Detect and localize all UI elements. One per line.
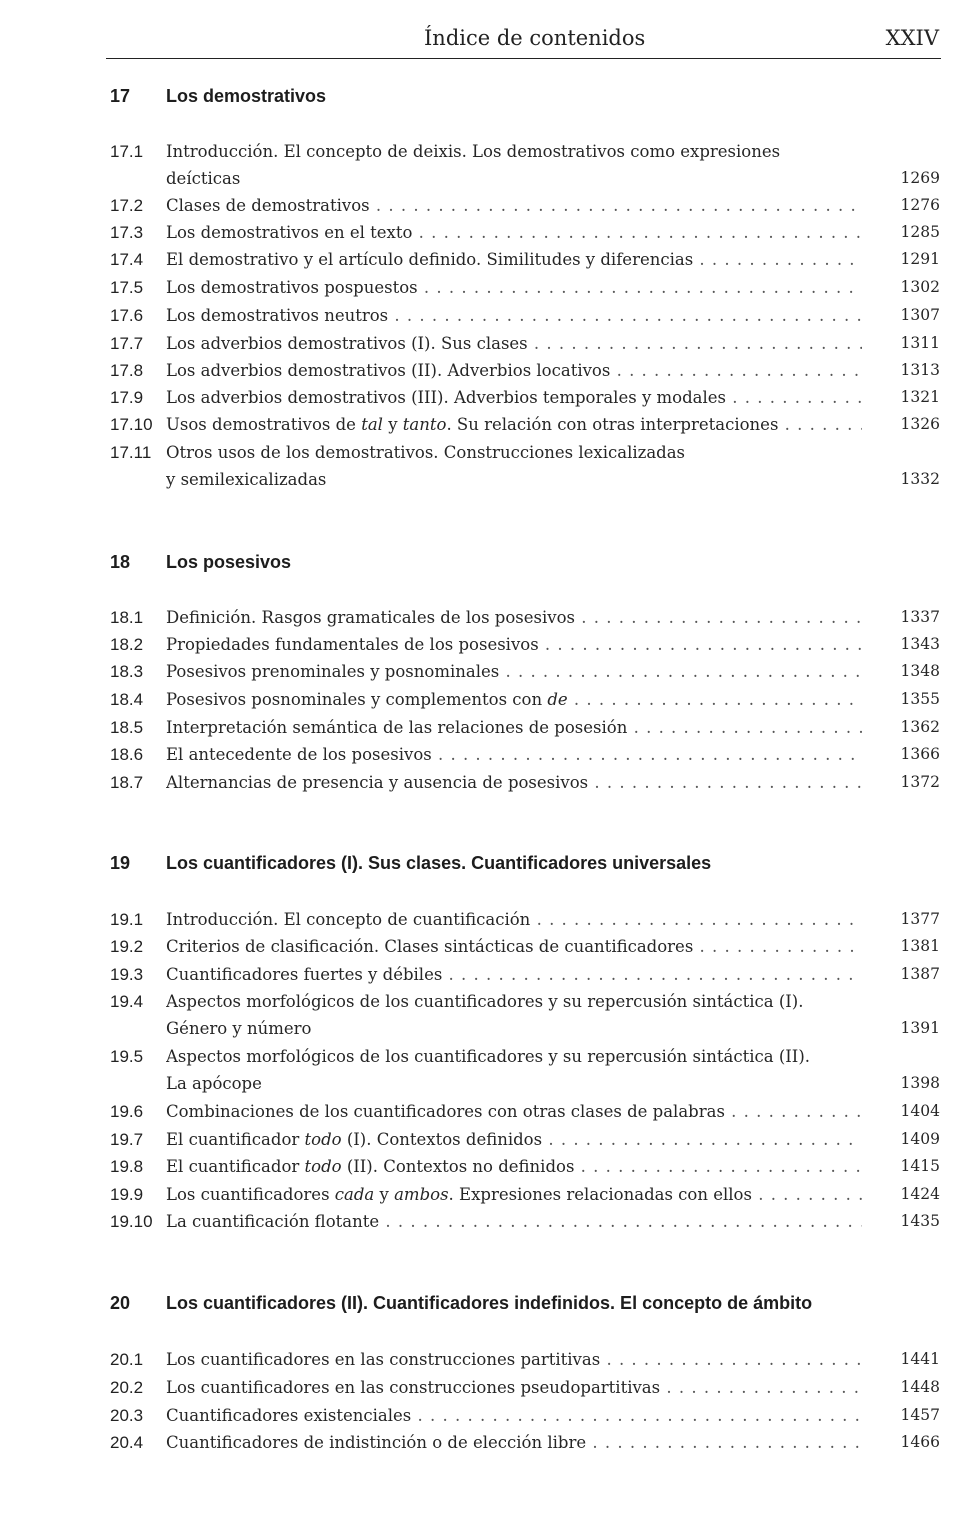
entry-title: Alternancias de presencia y ausencia de posesivos . . . bbox=[166, 769, 862, 796]
entry-number: 19.8 bbox=[110, 1157, 144, 1176]
entry-title: Cuantificadores de indistinción o de elección libre . . . bbox=[166, 1429, 862, 1456]
entry-number: 20.2 bbox=[110, 1378, 144, 1397]
entry-number: 18.2 bbox=[110, 635, 144, 654]
entry-page: 1362 bbox=[900, 718, 940, 736]
entry-title: Propiedades fundamentales de los posesivos . . . bbox=[166, 631, 862, 658]
entry-number: 18.7 bbox=[110, 773, 144, 792]
entry-title: Clases de demostrativos . . . bbox=[166, 192, 862, 219]
entry-page: 1424 bbox=[900, 1185, 940, 1203]
entry-title: Otros usos de los demostrativos. Construcciones lexicalizadas bbox=[166, 443, 686, 462]
entry-page: 1269 bbox=[900, 169, 940, 187]
entry-number: 19.1 bbox=[110, 910, 144, 929]
entry-number: 17.1 bbox=[110, 142, 144, 161]
entry-page: 1372 bbox=[900, 773, 940, 791]
entry-page: 1387 bbox=[900, 965, 940, 983]
entry-page: 1441 bbox=[900, 1350, 940, 1368]
entry-number: 19.10 bbox=[110, 1212, 153, 1231]
running-title: Índice de contenidos bbox=[424, 26, 646, 50]
entry-page: 1337 bbox=[900, 608, 940, 626]
entry-page: 1457 bbox=[900, 1406, 940, 1424]
entry-page: 1307 bbox=[900, 306, 940, 324]
entry-page: 1326 bbox=[900, 415, 940, 433]
entry-page: 1404 bbox=[900, 1102, 940, 1120]
entry-title: Los demostrativos neutros . . . bbox=[166, 302, 862, 329]
entry-page: 1398 bbox=[900, 1074, 940, 1092]
entry-page: 1302 bbox=[900, 278, 940, 296]
entry-page: 1381 bbox=[900, 937, 940, 955]
entry-title: Los demostrativos pospuestos . . . bbox=[166, 274, 862, 301]
entry-page: 1313 bbox=[900, 361, 940, 379]
entry-title-continuation: Género y número bbox=[166, 1019, 312, 1038]
entry-title: Usos demostrativos de tal y tanto. Su relación con otras interpretaciones . . . bbox=[166, 411, 862, 438]
entry-title: Los adverbios demostrativos (III). Adverbios temporales y modales . . . bbox=[166, 384, 862, 411]
entry-title: El demostrativo y el artículo definido. Similitudes y diferencias . . . bbox=[166, 246, 862, 273]
chapter-title: Los posesivos bbox=[166, 552, 292, 572]
entry-number: 17.6 bbox=[110, 306, 144, 325]
entry-page: 1377 bbox=[900, 910, 940, 928]
entry-number: 19.4 bbox=[110, 992, 144, 1011]
chapter-title: Los cuantificadores (I). Sus clases. Cuantificadores universales bbox=[166, 853, 712, 873]
entry-page: 1332 bbox=[900, 470, 940, 488]
page-number: XXIV bbox=[885, 26, 939, 50]
entry-title: Definición. Rasgos gramaticales de los posesivos . . . bbox=[166, 604, 862, 631]
entry-title: Los cuantificadores en las construcciones pseudopartitivas . . . bbox=[166, 1374, 862, 1401]
page-header bbox=[106, 22, 941, 59]
entry-page: 1276 bbox=[900, 196, 940, 214]
chapter-title: Los demostrativos bbox=[166, 86, 327, 106]
entry-title: Posesivos posnominales y complementos con de . . . bbox=[166, 686, 862, 713]
entry-title: Los adverbios demostrativos (I). Sus clases . . . bbox=[166, 330, 862, 357]
entry-title-continuation: La apócope bbox=[166, 1074, 262, 1093]
entry-number: 18.5 bbox=[110, 718, 144, 737]
chapter-title: Los cuantificadores (II). Cuantificadores indefinidos. El concepto de ámbito bbox=[166, 1293, 813, 1313]
entry-title: Aspectos morfológicos de los cuantificadores y su repercusión sintáctica (II). bbox=[166, 1047, 811, 1066]
entry-title: Cuantificadores existenciales . . . bbox=[166, 1402, 862, 1429]
entry-title: El antecedente de los posesivos . . . bbox=[166, 741, 862, 768]
entry-title: Combinaciones de los cuantificadores con otras clases de palabras . . . bbox=[166, 1098, 862, 1125]
entry-number: 18.3 bbox=[110, 662, 144, 681]
entry-page: 1435 bbox=[900, 1212, 940, 1230]
entry-title: Aspectos morfológicos de los cuantificadores y su repercusión sintáctica (I). bbox=[166, 992, 804, 1011]
entry-page: 1448 bbox=[900, 1378, 940, 1396]
entry-title: Posesivos prenominales y posnominales . . . bbox=[166, 658, 862, 685]
entry-number: 17.10 bbox=[110, 415, 153, 434]
entry-number: 18.6 bbox=[110, 745, 144, 764]
entry-page: 1409 bbox=[900, 1130, 940, 1148]
entry-title: La cuantificación flotante . . . bbox=[166, 1208, 862, 1235]
entry-number: 17.7 bbox=[110, 334, 144, 353]
entry-number: 17.8 bbox=[110, 361, 144, 380]
entry-title: Cuantificadores fuertes y débiles . . . bbox=[166, 961, 862, 988]
entry-number: 20.4 bbox=[110, 1433, 144, 1452]
entry-page: 1291 bbox=[900, 250, 940, 268]
chapter-number: 19 bbox=[110, 853, 131, 873]
entry-title: Los adverbios demostrativos (II). Adverbios locativos . . . bbox=[166, 357, 862, 384]
entry-page: 1343 bbox=[900, 635, 940, 653]
entry-title: El cuantificador todo (II). Contextos no definidos . . . bbox=[166, 1153, 862, 1180]
entry-number: 20.3 bbox=[110, 1406, 144, 1425]
entry-page: 1366 bbox=[900, 745, 940, 763]
entry-title: Criterios de clasificación. Clases sintácticas de cuantificadores . . . bbox=[166, 933, 862, 960]
entry-page: 1391 bbox=[900, 1019, 940, 1037]
chapter-number: 17 bbox=[110, 86, 131, 106]
entry-number: 19.5 bbox=[110, 1047, 144, 1066]
entry-number: 19.7 bbox=[110, 1130, 144, 1149]
entry-title-continuation: y semilexicalizadas bbox=[166, 470, 327, 489]
entry-number: 19.3 bbox=[110, 965, 144, 984]
entry-number: 17.3 bbox=[110, 223, 144, 242]
entry-title: Introducción. El concepto de deixis. Los demostrativos como expresiones bbox=[166, 142, 781, 161]
entry-number: 17.2 bbox=[110, 196, 144, 215]
entry-number: 17.11 bbox=[110, 443, 152, 462]
entry-title: El cuantificador todo (I). Contextos definidos . . . bbox=[166, 1126, 862, 1153]
entry-page: 1415 bbox=[900, 1157, 940, 1175]
entry-number: 20.1 bbox=[110, 1350, 144, 1369]
entry-title-continuation: deícticas bbox=[166, 169, 241, 188]
entry-title: Introducción. El concepto de cuantificación . . . bbox=[166, 906, 862, 933]
entry-title: Los cuantificadores cada y ambos. Expresiones relacionadas con ellos . . . bbox=[166, 1181, 862, 1208]
entry-page: 1321 bbox=[900, 388, 940, 406]
entry-title: Los cuantificadores en las construcciones partitivas . . . bbox=[166, 1346, 862, 1373]
entry-number: 19.6 bbox=[110, 1102, 144, 1121]
entry-page: 1311 bbox=[900, 334, 940, 352]
entry-number: 19.2 bbox=[110, 937, 144, 956]
entry-number: 19.9 bbox=[110, 1185, 144, 1204]
entry-page: 1355 bbox=[900, 690, 940, 708]
entry-number: 18.4 bbox=[110, 690, 144, 709]
chapter-number: 20 bbox=[110, 1293, 131, 1313]
chapter-number: 18 bbox=[110, 552, 131, 572]
entry-number: 18.1 bbox=[110, 608, 144, 627]
entry-page: 1285 bbox=[900, 223, 940, 241]
entry-page: 1348 bbox=[900, 662, 940, 680]
entry-page: 1466 bbox=[900, 1433, 940, 1451]
entry-title: Interpretación semántica de las relaciones de posesión . . . bbox=[166, 714, 862, 741]
entry-title: Los demostrativos en el texto . . . bbox=[166, 219, 862, 246]
entry-number: 17.4 bbox=[110, 250, 144, 269]
entry-number: 17.9 bbox=[110, 388, 144, 407]
entry-number: 17.5 bbox=[110, 278, 144, 297]
